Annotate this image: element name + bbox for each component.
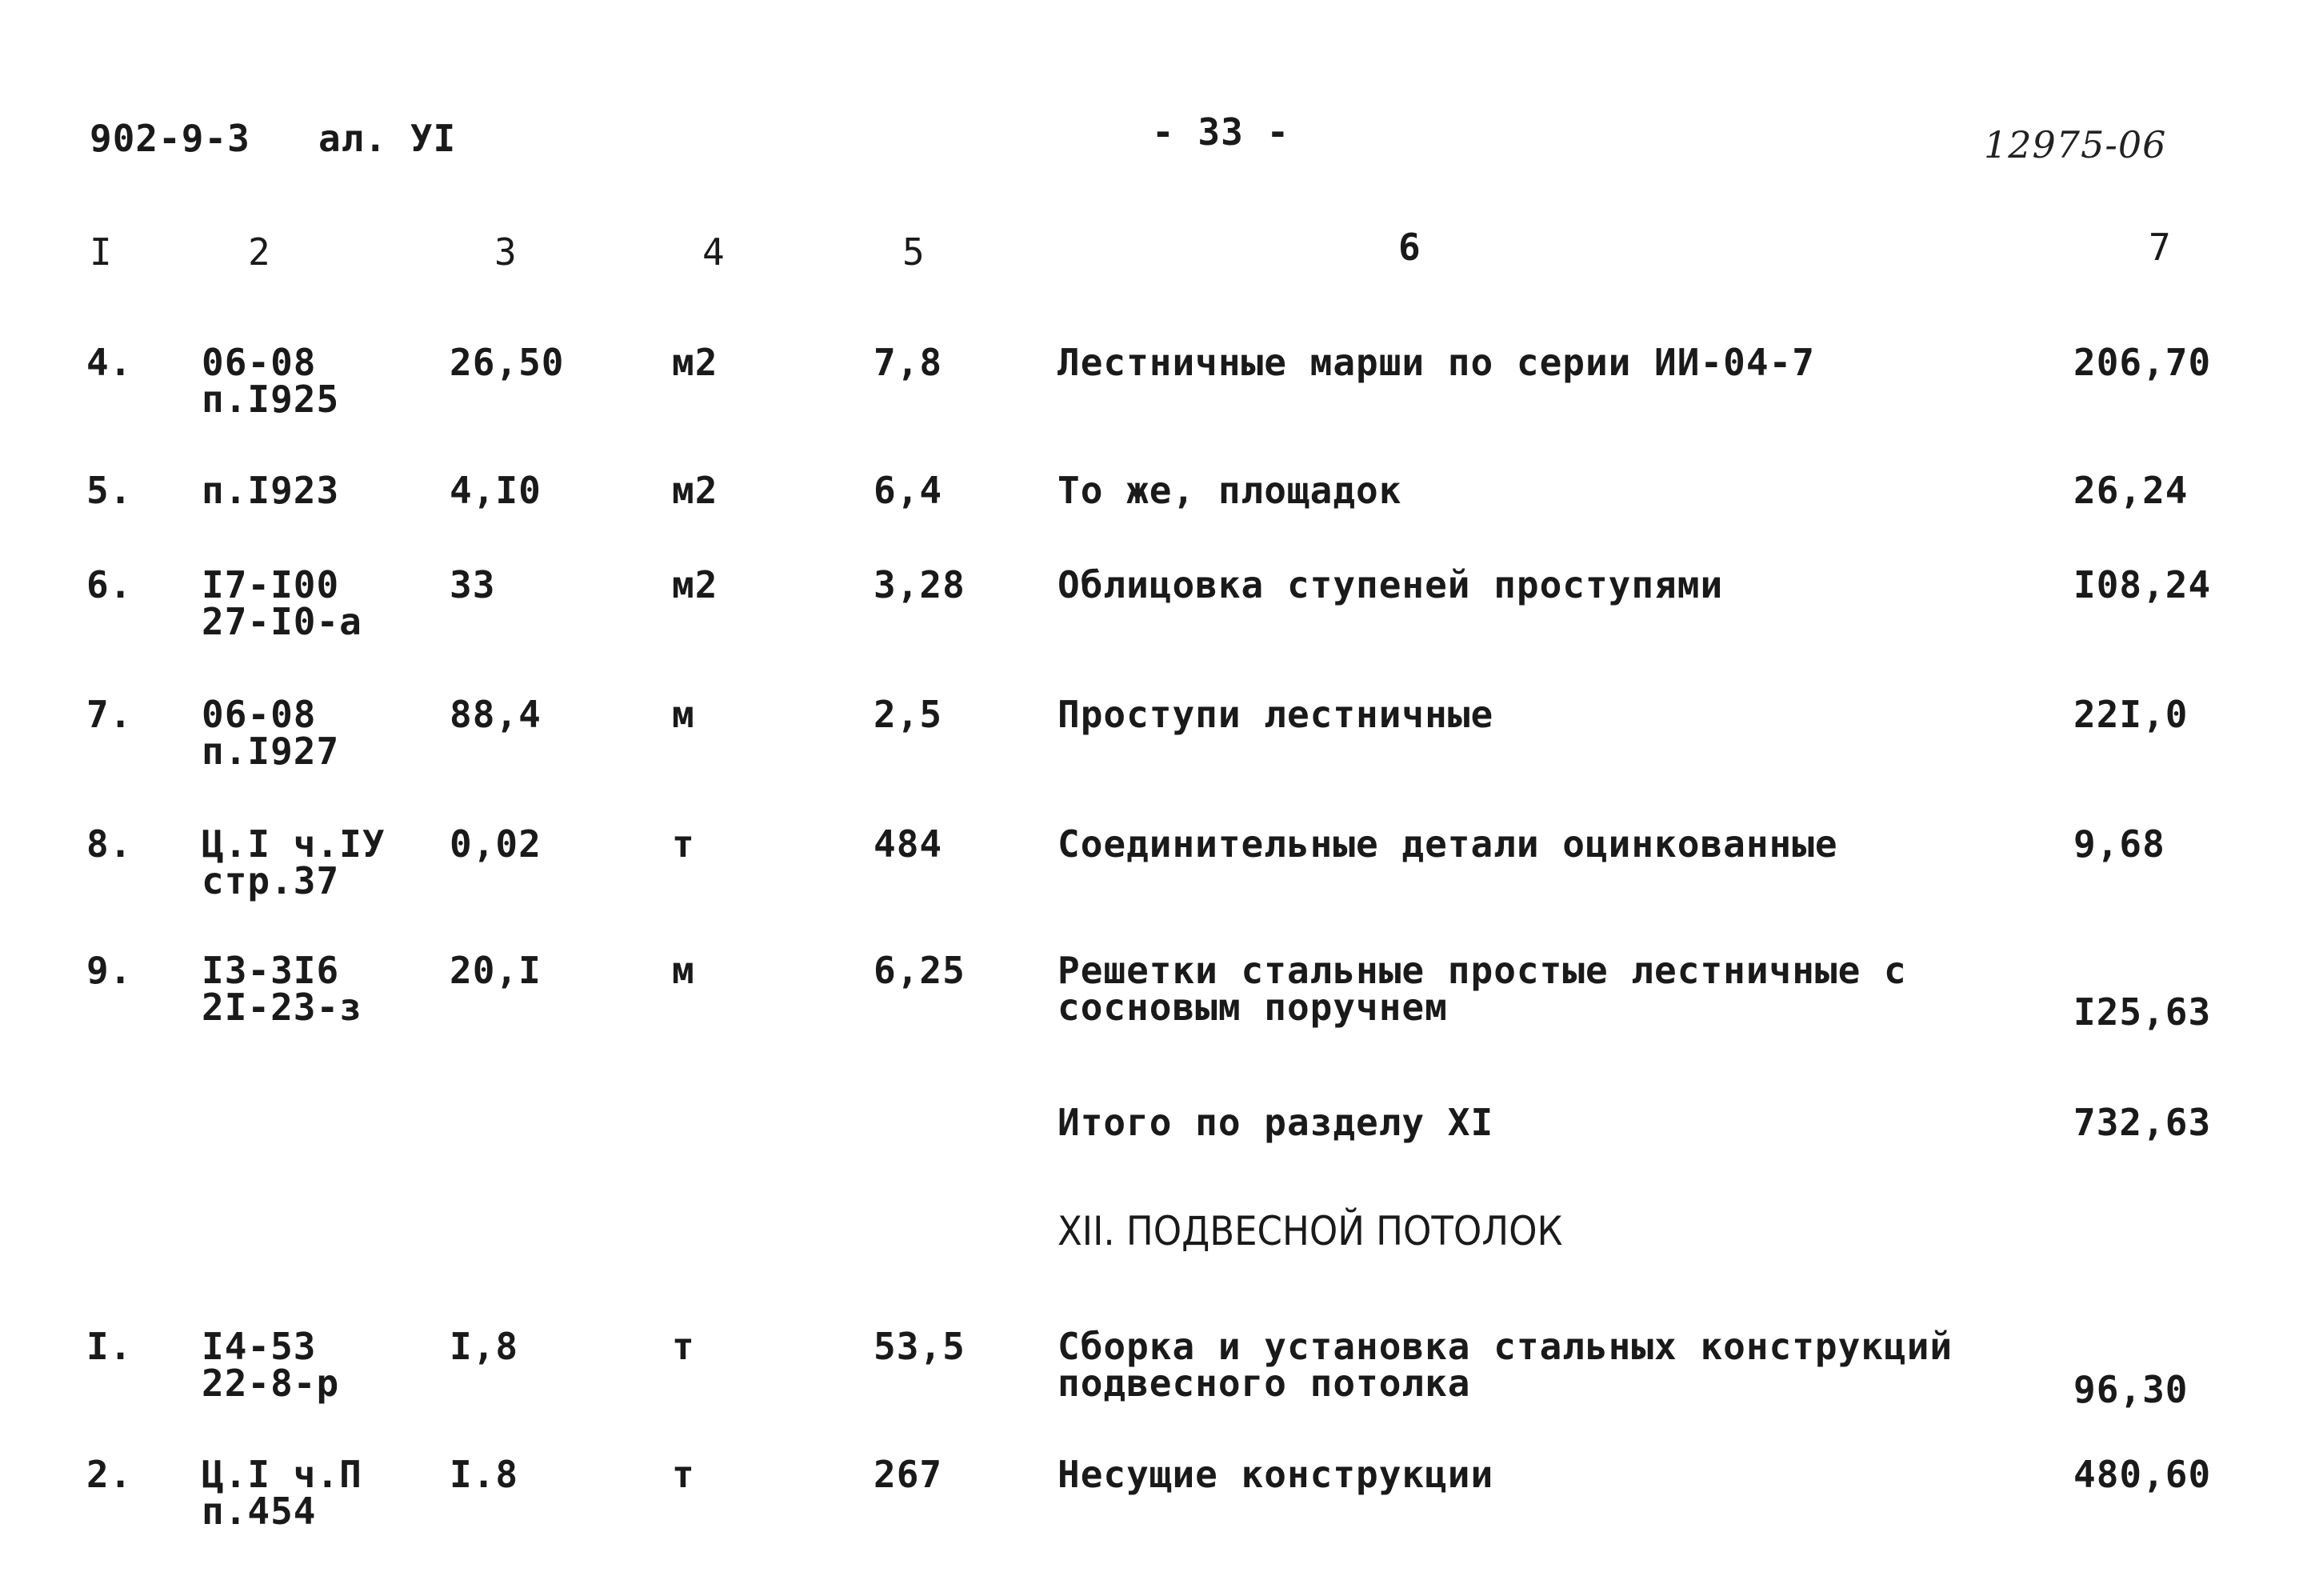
row-unit: т [672, 822, 695, 866]
row-total: 22I,0 [2073, 693, 2189, 736]
row-total: 206,70 [2073, 341, 2212, 384]
row-total: 9,68 [2073, 822, 2165, 866]
row-number: 4. [86, 341, 133, 384]
col-4-number: 4 [702, 230, 726, 274]
col-6-number: 6 [1398, 226, 1421, 269]
row-code-line1: I4-53 [202, 1325, 317, 1368]
page-number: - 33 - [1152, 110, 1290, 154]
subtotal-value: 732,63 [2073, 1101, 2212, 1144]
row-quantity: 26,50 [450, 341, 565, 384]
row-code-line2: 22-8-р [202, 1362, 340, 1405]
row-description: То же, площадок [1058, 469, 1402, 512]
row-quantity: I,8 [450, 1325, 519, 1368]
row-code-line1: 06-08 [202, 341, 317, 384]
row-quantity: 20,I [450, 949, 542, 992]
row-description: Облицовка ступеней проступями [1058, 563, 1724, 606]
subtotal-label: Итого по разделу XI [1058, 1101, 1494, 1144]
row-price: 6,4 [874, 469, 943, 512]
col-2-number: 2 [248, 230, 271, 274]
row-price: 484 [874, 822, 943, 866]
row-price: 2,5 [874, 693, 943, 736]
row-number: I. [86, 1325, 133, 1368]
row-code-line2: 27-I0-а [202, 600, 362, 643]
row-price: 53,5 [874, 1325, 966, 1368]
col-3-number: 3 [494, 230, 518, 274]
row-code-line1: I7-I00 [202, 563, 340, 606]
row-code-line2: стр.37 [202, 859, 340, 902]
row-unit: м2 [672, 469, 718, 512]
row-code-line1: Ц.I ч.IУ [202, 822, 386, 866]
row-description-line2: сосновым поручнем [1058, 986, 1448, 1029]
row-total: 26,24 [2073, 469, 2189, 512]
handwritten-number: 12975-06 [1984, 123, 2167, 166]
col-1-number: I [90, 230, 113, 274]
row-number: 9. [86, 949, 133, 992]
row-unit: м [672, 949, 695, 992]
row-description: Сборка и установка стальных конструкций [1058, 1325, 1953, 1368]
col-7-number: 7 [2149, 226, 2172, 269]
row-description: Лестничные марши по серии ИИ-04-7 [1058, 341, 1815, 384]
section-title: XII. ПОДВЕСНОЙ ПОТОЛОК [1058, 1208, 1563, 1254]
row-description: Несущие конструкции [1058, 1453, 1494, 1496]
row-description: Соединительные детали оцинкованные [1058, 822, 1838, 866]
row-quantity: 33 [450, 563, 496, 606]
row-number: 2. [86, 1453, 133, 1496]
row-total: 96,30 [2073, 1368, 2189, 1411]
row-total: I08,24 [2073, 563, 2212, 606]
row-price: 3,28 [874, 563, 966, 606]
row-quantity: I.8 [450, 1453, 519, 1496]
row-description-line2: подвесного потолка [1058, 1362, 1471, 1405]
row-price: 6,25 [874, 949, 966, 992]
row-code-line1: п.I923 [202, 469, 340, 512]
row-unit: м2 [672, 563, 718, 606]
row-price: 7,8 [874, 341, 943, 384]
row-code-line2: п.454 [202, 1490, 317, 1533]
row-quantity: 4,I0 [450, 469, 542, 512]
row-quantity: 0,02 [450, 822, 542, 866]
row-unit: т [672, 1453, 695, 1496]
row-unit: м2 [672, 341, 718, 384]
document-code: 902-9-3 [90, 117, 250, 160]
row-number: 8. [86, 822, 133, 866]
row-number: 5. [86, 469, 133, 512]
row-number: 6. [86, 563, 133, 606]
row-code-line2: 2I-23-з [202, 986, 362, 1029]
row-quantity: 88,4 [450, 693, 542, 736]
album-number: ал. УI [318, 117, 457, 160]
row-code-line1: I3-3I6 [202, 949, 340, 992]
row-number: 7. [86, 693, 133, 736]
row-code-line1: Ц.I ч.П [202, 1453, 362, 1496]
col-5-number: 5 [902, 230, 926, 274]
row-description: Проступи лестничные [1058, 693, 1494, 736]
row-total: I25,63 [2073, 990, 2212, 1034]
row-unit: т [672, 1325, 695, 1368]
row-description: Решетки стальные простые лестничные с [1058, 949, 1907, 992]
row-total: 480,60 [2073, 1453, 2212, 1496]
row-unit: м [672, 693, 695, 736]
row-code-line1: 06-08 [202, 693, 317, 736]
row-price: 267 [874, 1453, 943, 1496]
row-code-line2: п.I925 [202, 378, 340, 421]
row-code-line2: п.I927 [202, 730, 340, 773]
